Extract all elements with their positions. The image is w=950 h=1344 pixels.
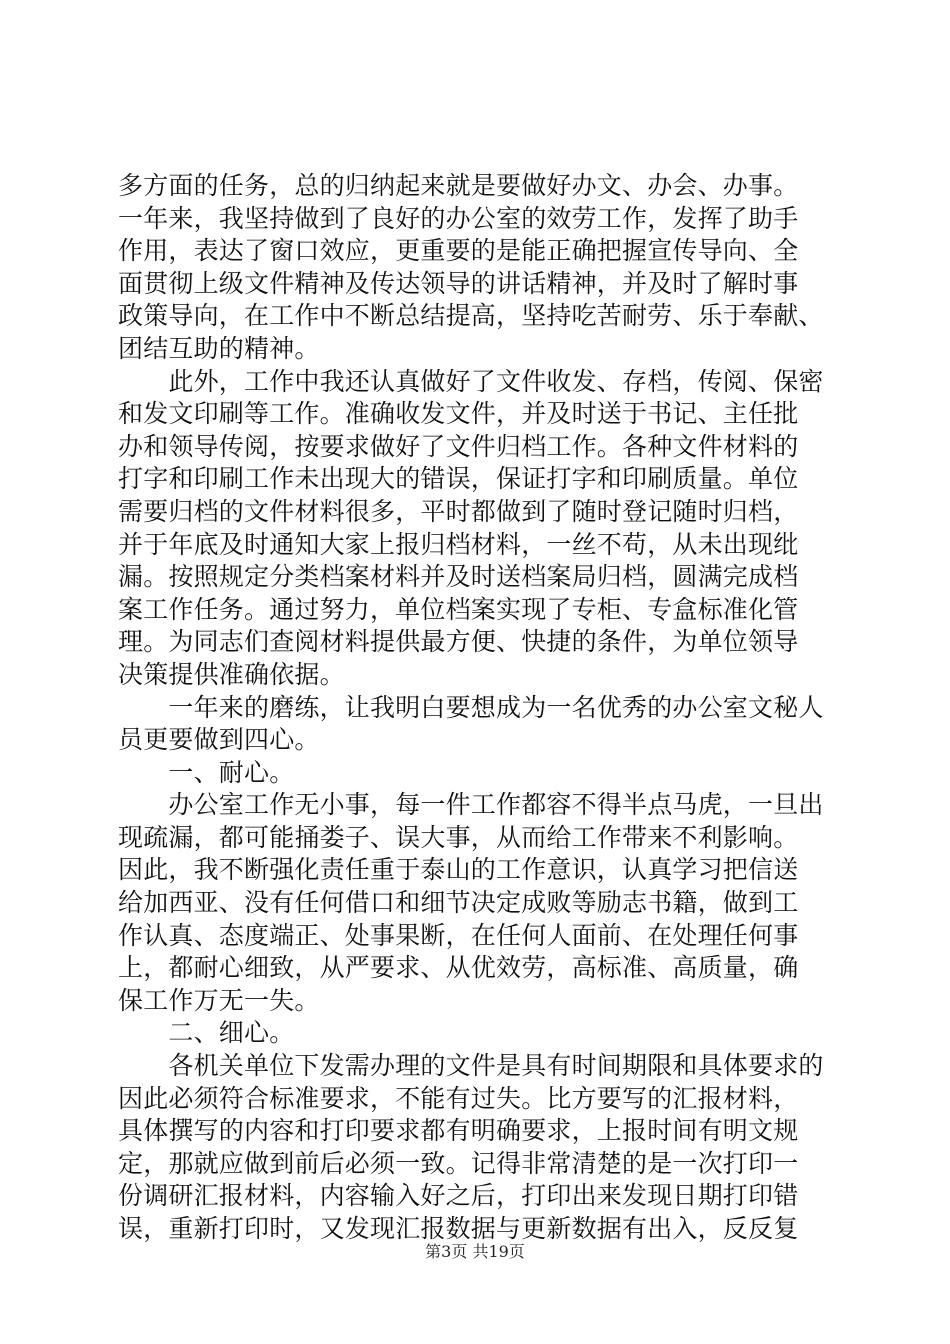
- text-line: 打字和印刷工作未出现大的错误，保证打字和印刷质量。单位: [118, 464, 799, 494]
- text-line: 需要归档的文件材料很多，平时都做到了随时登记随时归档，: [118, 496, 799, 526]
- text-line: 面贯彻上级文件精神及传达领导的讲话精神，并及时了解时事: [118, 268, 799, 298]
- document-body: [118, 170, 838, 1246]
- text-line: 给加西亚、没有任何借口和细节决定成败等励志书籍，做到工: [118, 888, 799, 918]
- text-line: 具体撰写的内容和打印要求都有明确要求，上报时间有明文规: [118, 1116, 799, 1146]
- text-line: 各机关单位下发需办理的文件是具有时间期限和具体要求的: [118, 1051, 824, 1081]
- text-line: 案工作任务。通过努力，单位档案实现了专柜、专盒标准化管: [118, 594, 799, 624]
- text-line: 决策提供准确依据。: [118, 659, 345, 689]
- text-line: 因此，我不断强化责任重于泰山的工作意识，认真学习把信送: [118, 855, 799, 885]
- text-line: 保工作万无一失。: [118, 985, 320, 1015]
- text-line: 员更要做到四心。: [118, 725, 320, 755]
- text-line: 份调研汇报材料，内容输入好之后，打印出来发现日期打印错: [118, 1181, 799, 1211]
- text-line: 团结互助的精神。: [118, 333, 320, 363]
- text-line: 多方面的任务，总的归纳起来就是要做好办文、办会、办事。: [118, 171, 799, 200]
- text-line: 作用，表达了窗口效应，更重要的是能正确把握宣传导向、全: [118, 236, 799, 266]
- text-line: 上，都耐心细致，从严要求、从优效劳，高标准、高质量，确: [118, 953, 799, 983]
- text-line: 理。为同志们查阅材料提供最方便、快捷的条件，为单位领导: [118, 627, 799, 657]
- text-line: 一年来的磨练，让我明白要想成为一名优秀的办公室文秘人: [118, 692, 824, 722]
- text-line: 误，重新打印时，又发现汇报数据与更新数据有出入，反反复: [118, 1214, 799, 1243]
- text-line: 并于年底及时通知大家上报归档材料，一丝不苟，从未出现纰: [118, 529, 799, 559]
- text-line: 二、细心。: [118, 1018, 295, 1048]
- page-number-footer: 第3页 共19页: [425, 1242, 525, 1261]
- text-line: 因此必须符合标准要求，不能有过失。比方要写的汇报材料，: [118, 1083, 799, 1113]
- text-line: 定，那就应做到前后必须一致。记得非常清楚的是一次打印一: [118, 1148, 799, 1178]
- text-line: 办和领导传阅，按要求做好了文件归档工作。各种文件材料的: [118, 431, 799, 461]
- text-line: 一、耐心。: [118, 757, 295, 787]
- text-line: 此外，工作中我还认真做好了文件收发、存档，传阅、保密: [118, 366, 824, 396]
- text-line: 和发文印刷等工作。准确收发文件，并及时送于书记、主任批: [118, 399, 799, 429]
- text-line: 漏。按照规定分类档案材料并及时送档案局归档，圆满完成档: [118, 562, 799, 592]
- text-line: 现疏漏，都可能捅娄子、误大事，从而给工作带来不利影响。: [118, 822, 799, 852]
- text-line: 政策导向，在工作中不断总结提高，坚持吃苦耐劳、乐于奉献、: [118, 301, 824, 331]
- text-line: 作认真、态度端正、处事果断，在任何人面前、在处理任何事: [118, 920, 799, 950]
- text-line: 一年来，我坚持做到了良好的办公室的效劳工作，发挥了助手: [118, 203, 799, 233]
- text-line: 办公室工作无小事，每一件工作都容不得半点马虎，一旦出: [118, 790, 824, 820]
